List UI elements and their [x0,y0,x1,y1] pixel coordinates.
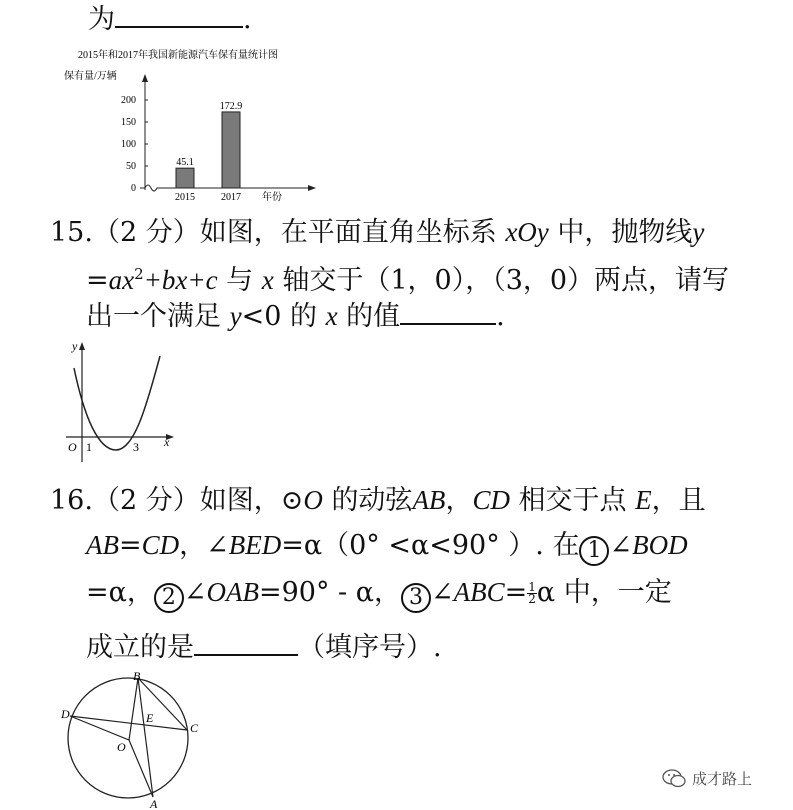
var: y [692,217,705,247]
var: OAB [206,577,259,607]
text: = [119,530,142,561]
root-label: 3 [133,440,139,454]
exponent: 2 [134,265,144,283]
angle-symbol: ∠ [609,530,633,561]
score: （2 分） [92,485,200,516]
text: 如图， [199,485,281,516]
q15-line3 [86,298,505,335]
var: E [635,485,652,515]
x-label: x [164,435,170,449]
y-tick-label: 50 [126,161,136,172]
point-label: D [61,707,70,721]
var: CD [472,485,510,515]
origin-label: O [68,440,77,454]
text: =α， [86,577,154,608]
text: 的值 [346,301,401,332]
q16-line4 [86,630,442,666]
bar [176,168,194,188]
text: =α（0° <α<90° ）. 在 [281,530,580,561]
bar-chart [60,44,360,204]
text: 轴交于（1，0），（3，0）两点，请写 [282,265,730,296]
q15-line1 [50,214,704,251]
var: y [229,301,242,331]
circle-o [68,678,188,798]
point-label: O [117,740,126,754]
circled-number: 1 [579,536,609,566]
text: 相交于点 [518,485,627,516]
q16-line2 [86,527,688,566]
numerator: 1 [528,580,536,594]
var: CD [141,530,180,560]
text: 与 [226,265,254,296]
text: 为 [88,4,115,35]
denominator: 2 [528,592,536,606]
parabola-curve [74,356,160,450]
x-axis-arrow [308,185,316,191]
answer-blank [115,25,243,28]
q16-line1 [50,482,706,519]
text: （填序号）. [298,632,442,663]
bar [222,112,240,188]
var: ax [108,265,135,295]
x-tick-label: 2015 [175,192,195,203]
var: xOy [505,217,549,247]
watermark-text: 成才路上 [692,769,753,788]
circled-number: 2 [154,583,184,613]
segment-ob [129,678,138,740]
var: BED [228,530,282,560]
score: （2 分） [92,217,200,248]
wechat-icon [662,767,686,789]
y-axis-arrow [79,342,85,350]
circle-figure [58,668,208,810]
text: ， [445,485,473,516]
question-number: 15. [50,217,93,248]
text: = [86,265,109,296]
q16-line3 [86,574,672,613]
text: = [504,577,528,608]
fraction [527,582,537,605]
q15-line2 [86,256,729,299]
var: AB [412,485,446,515]
point-label: A [150,797,158,810]
angle-symbol: ∠ [430,577,454,608]
var: x [325,301,338,331]
text: <0 [241,301,282,332]
circled-number: 3 [401,583,431,613]
point-label: B [133,669,141,683]
text: ，∠ [179,530,229,561]
bar-value-label: 45.1 [176,157,194,169]
y-axis-arrow [142,74,148,82]
watermark [662,767,752,789]
text: 的 [289,301,317,332]
text: 中，抛物线 [557,217,693,248]
question-number: 16. [50,485,93,516]
y-tick-label: 100 [121,139,136,150]
text: α 中，一定 [536,577,672,608]
answer-line-top [88,2,252,38]
x-tick-label: 2017 [221,192,241,203]
y-tick-label: 200 [121,95,136,106]
text: 出一个满足 [86,301,221,332]
point-label: E [146,711,154,725]
bar-value-label: 172.9 [219,100,243,112]
var: ABC [453,577,505,607]
var: x [261,265,274,295]
point-label: C [190,721,199,735]
var: O [303,485,323,515]
parabola-figure [58,338,188,466]
chart-title: 2015年和2017年我国新能源汽车保有量统计图 [78,50,278,61]
text: ，且 [651,485,706,516]
y-tick-label: 150 [121,117,136,128]
text: =90° - α， [258,577,401,608]
text: . [496,301,505,332]
text: 如图，在平面直角坐标系 [199,217,497,248]
root-label: 1 [86,440,92,454]
var: +bx+c [143,265,218,295]
circle-symbol: ⊙ [280,485,304,516]
x-axis-label: 年份 [262,192,282,203]
text: . [243,4,252,35]
y-label: y [72,339,78,353]
text: 成立的是 [86,632,194,663]
var: AB [86,530,119,560]
y-tick-label: 0 [131,183,136,194]
var: BOD [632,530,688,560]
y-axis-label: 保有量/万辆 [64,71,117,82]
answer-blank [400,322,496,325]
answer-blank [194,653,298,656]
angle-symbol: ∠ [183,577,207,608]
text: 的动弦 [331,485,413,516]
